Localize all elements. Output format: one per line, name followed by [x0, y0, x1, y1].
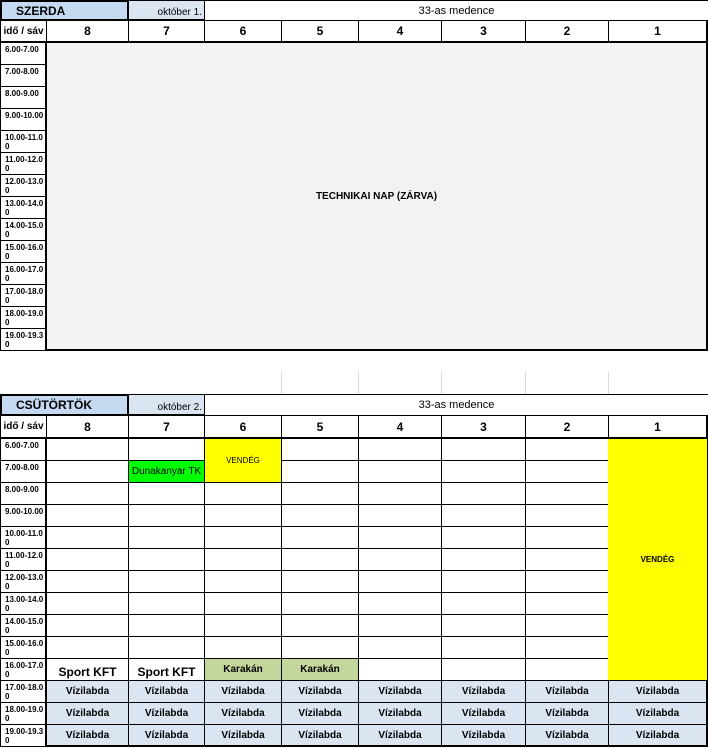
time-slot: 6.00-7.00 — [0, 439, 47, 461]
schedule-cell[interactable] — [282, 483, 359, 505]
schedule-cell[interactable] — [47, 461, 129, 483]
water-polo-cell[interactable]: Vízilabda — [359, 703, 442, 725]
schedule-cell[interactable] — [47, 593, 129, 615]
schedule-cell[interactable] — [129, 505, 205, 527]
guest-label: VENDÉG — [226, 456, 260, 465]
lane-header-8: 8 — [47, 416, 129, 439]
time-slot: 12.00-13.0 0 — [0, 175, 47, 197]
time-slot: 18.00-19.0 0 — [0, 703, 47, 725]
schedule-cell[interactable] — [359, 571, 442, 593]
pool-title: 33-as medence — [205, 0, 708, 21]
time-slot: 7.00-8.00 — [0, 65, 47, 87]
time-slot: 19.00-19.3 0 — [0, 329, 47, 351]
time-slot: 16.00-17.0 0 — [0, 659, 47, 681]
closed-label: TECHNIKAI NAP (ZÁRVA) — [315, 190, 438, 202]
time-slot: 8.00-9.00 — [0, 483, 47, 505]
schedule-cell[interactable] — [526, 461, 609, 483]
schedule-cell[interactable] — [205, 527, 282, 549]
schedule-cell[interactable] — [205, 549, 282, 571]
schedule-cell[interactable] — [526, 637, 609, 659]
day-name: SZERDA — [0, 0, 129, 21]
karakan-cell-lane-6[interactable] — [205, 659, 282, 681]
water-polo-cell[interactable]: Vízilabda — [526, 703, 609, 725]
schedule-cell[interactable] — [47, 637, 129, 659]
time-slot: 10.00-11.0 0 — [0, 527, 47, 549]
water-polo-cell[interactable]: Vízilabda — [47, 703, 129, 725]
schedule-cell[interactable] — [526, 439, 609, 461]
schedule-cell[interactable] — [47, 439, 129, 461]
time-slot: 17.00-18.0 0 — [0, 681, 47, 703]
time-slot: 18.00-19.0 0 — [0, 307, 47, 329]
schedule-cell[interactable] — [129, 593, 205, 615]
schedule-cell[interactable] — [47, 505, 129, 527]
club-cell[interactable] — [129, 461, 205, 483]
time-slot: 13.00-14.0 0 — [0, 593, 47, 615]
water-polo-cell[interactable]: Vízilabda — [282, 703, 359, 725]
water-polo-cell[interactable]: Vízilabda — [609, 703, 708, 725]
schedule-cell[interactable] — [205, 505, 282, 527]
schedule-cell[interactable] — [47, 615, 129, 637]
schedule-cell[interactable] — [442, 527, 526, 549]
schedule-cell[interactable] — [205, 483, 282, 505]
schedule-cell[interactable] — [282, 593, 359, 615]
schedule-cell[interactable] — [442, 659, 526, 681]
schedule-cell[interactable] — [47, 571, 129, 593]
water-polo-cell[interactable]: Vízilabda — [129, 681, 205, 703]
schedule-cell[interactable] — [442, 615, 526, 637]
karakan-cell-lane-5[interactable] — [282, 659, 359, 681]
schedule-cell[interactable] — [282, 505, 359, 527]
schedule-cell[interactable] — [526, 593, 609, 615]
karakan-label: Karakán — [223, 664, 263, 675]
water-polo-cell[interactable]: Vízilabda — [205, 681, 282, 703]
water-polo-cell[interactable]: Vízilabda — [205, 703, 282, 725]
schedule-cell[interactable] — [47, 483, 129, 505]
water-polo-cell[interactable]: Vízilabda — [47, 681, 129, 703]
water-polo-cell[interactable]: Vízilabda — [359, 725, 442, 747]
schedule-cell[interactable] — [526, 615, 609, 637]
time-slot: 16.00-17.0 0 — [0, 263, 47, 285]
sport-label: Sport KFT — [58, 665, 117, 679]
lane-header-1: 1 — [609, 416, 708, 439]
schedule-cell[interactable] — [205, 615, 282, 637]
schedule-cell[interactable] — [282, 527, 359, 549]
sport-cell-lane-8[interactable] — [47, 659, 129, 681]
time-slot: 9.00-10.00 — [0, 109, 47, 131]
time-slot: 11.00-12.0 0 — [0, 153, 47, 175]
water-polo-cell[interactable]: Vízilabda — [47, 725, 129, 747]
schedule-cell[interactable] — [129, 483, 205, 505]
schedule-cell[interactable] — [442, 593, 526, 615]
schedule-cell[interactable] — [129, 637, 205, 659]
schedule-cell[interactable] — [442, 439, 526, 461]
day-name: CSÜTÖRTÖK — [0, 394, 129, 416]
schedule-cell[interactable] — [526, 483, 609, 505]
lane-header-6: 6 — [205, 416, 282, 439]
schedule-cell[interactable] — [47, 549, 129, 571]
guest-label: VENDÉG — [640, 555, 675, 564]
time-lane-header: idő / sáv — [0, 21, 47, 43]
lane-header-2: 2 — [526, 21, 609, 43]
schedule-cell[interactable] — [282, 439, 359, 461]
water-polo-cell[interactable]: Vízilabda — [282, 681, 359, 703]
water-polo-cell[interactable]: Vízilabda — [526, 681, 609, 703]
water-polo-cell[interactable]: Vízilabda — [609, 725, 708, 747]
lane-header-2: 2 — [526, 416, 609, 439]
schedule-cell[interactable] — [282, 461, 359, 483]
sport-cell-lane-7[interactable] — [129, 659, 205, 681]
guest-cell-lane-1[interactable] — [608, 439, 708, 681]
lane-header-5: 5 — [282, 416, 359, 439]
schedule-cell[interactable] — [359, 659, 442, 681]
lane-header-5: 5 — [282, 21, 359, 43]
schedule-cell[interactable] — [359, 615, 442, 637]
water-polo-cell[interactable]: Vízilabda — [526, 725, 609, 747]
lane-header-4: 4 — [359, 21, 442, 43]
schedule-cell[interactable] — [359, 637, 442, 659]
schedule-cell[interactable] — [47, 527, 129, 549]
schedule-cell[interactable] — [129, 571, 205, 593]
time-slot: 17.00-18.0 0 — [0, 285, 47, 307]
time-slot: 13.00-14.0 0 — [0, 197, 47, 219]
time-slot: 12.00-13.0 0 — [0, 571, 47, 593]
water-polo-cell[interactable]: Vízilabda — [205, 725, 282, 747]
schedule-cell[interactable] — [282, 637, 359, 659]
lane-header-1: 1 — [609, 21, 708, 43]
schedule-cell[interactable] — [442, 571, 526, 593]
schedule-cell[interactable] — [205, 571, 282, 593]
schedule-cell[interactable] — [359, 505, 442, 527]
lane-header-8: 8 — [47, 21, 129, 43]
schedule-cell[interactable] — [359, 549, 442, 571]
schedule-cell[interactable] — [282, 615, 359, 637]
lane-header-3: 3 — [442, 21, 526, 43]
time-slot: 10.00-11.0 0 — [0, 131, 47, 153]
time-lane-header: idő / sáv — [0, 416, 47, 439]
water-polo-cell[interactable]: Vízilabda — [129, 703, 205, 725]
lane-header-4: 4 — [359, 416, 442, 439]
time-slot: 15.00-16.0 0 — [0, 637, 47, 659]
schedule-cell[interactable] — [359, 483, 442, 505]
schedule-cell[interactable] — [526, 571, 609, 593]
schedule-cell[interactable] — [205, 637, 282, 659]
schedule-cell[interactable] — [129, 527, 205, 549]
schedule-cell[interactable] — [442, 505, 526, 527]
water-polo-cell[interactable]: Vízilabda — [609, 681, 708, 703]
time-slot: 19.00-19.3 0 — [0, 725, 47, 747]
schedule-cell[interactable] — [526, 549, 609, 571]
club-label: Dunakanyar TK — [131, 466, 202, 477]
time-slot: 6.00-7.00 — [0, 43, 47, 65]
sport-label: Sport KFT — [137, 665, 196, 679]
schedule-cell[interactable] — [526, 659, 609, 681]
time-slot: 14.00-15.0 0 — [0, 615, 47, 637]
schedule-cell[interactable] — [526, 505, 609, 527]
date-label: október 1. — [129, 0, 205, 21]
time-slot: 14.00-15.0 0 — [0, 219, 47, 241]
water-polo-cell[interactable]: Vízilabda — [442, 681, 526, 703]
water-polo-cell[interactable]: Vízilabda — [359, 681, 442, 703]
schedule-cell[interactable] — [129, 615, 205, 637]
lane-header-3: 3 — [442, 416, 526, 439]
karakan-label: Karakán — [300, 664, 340, 675]
schedule-cell[interactable] — [359, 461, 442, 483]
schedule-cell[interactable] — [282, 571, 359, 593]
schedule-cell[interactable] — [129, 439, 205, 461]
schedule-cell[interactable] — [442, 461, 526, 483]
time-slot: 7.00-8.00 — [0, 461, 47, 483]
lane-header-7: 7 — [129, 21, 205, 43]
schedule-cell[interactable] — [282, 549, 359, 571]
schedule-cell[interactable] — [526, 527, 609, 549]
schedule-cell[interactable] — [442, 483, 526, 505]
time-slot: 11.00-12.0 0 — [0, 549, 47, 571]
water-polo-cell[interactable]: Vízilabda — [442, 725, 526, 747]
schedule-cell[interactable] — [442, 549, 526, 571]
schedule-cell[interactable] — [442, 637, 526, 659]
schedule-cell[interactable] — [359, 593, 442, 615]
schedule-cell[interactable] — [359, 439, 442, 461]
time-slot: 15.00-16.0 0 — [0, 241, 47, 263]
lane-header-7: 7 — [129, 416, 205, 439]
water-polo-cell[interactable]: Vízilabda — [442, 703, 526, 725]
guest-cell[interactable] — [205, 439, 282, 483]
water-polo-cell[interactable]: Vízilabda — [282, 725, 359, 747]
water-polo-cell[interactable]: Vízilabda — [129, 725, 205, 747]
pool-title: 33-as medence — [205, 394, 708, 416]
schedule-cell[interactable] — [359, 527, 442, 549]
time-slot: 9.00-10.00 — [0, 505, 47, 527]
schedule-cell[interactable] — [129, 549, 205, 571]
schedule-cell[interactable] — [205, 593, 282, 615]
date-label: október 2. — [129, 394, 205, 416]
time-slot: 8.00-9.00 — [0, 87, 47, 109]
closed-block — [47, 43, 708, 351]
lane-header-6: 6 — [205, 21, 282, 43]
